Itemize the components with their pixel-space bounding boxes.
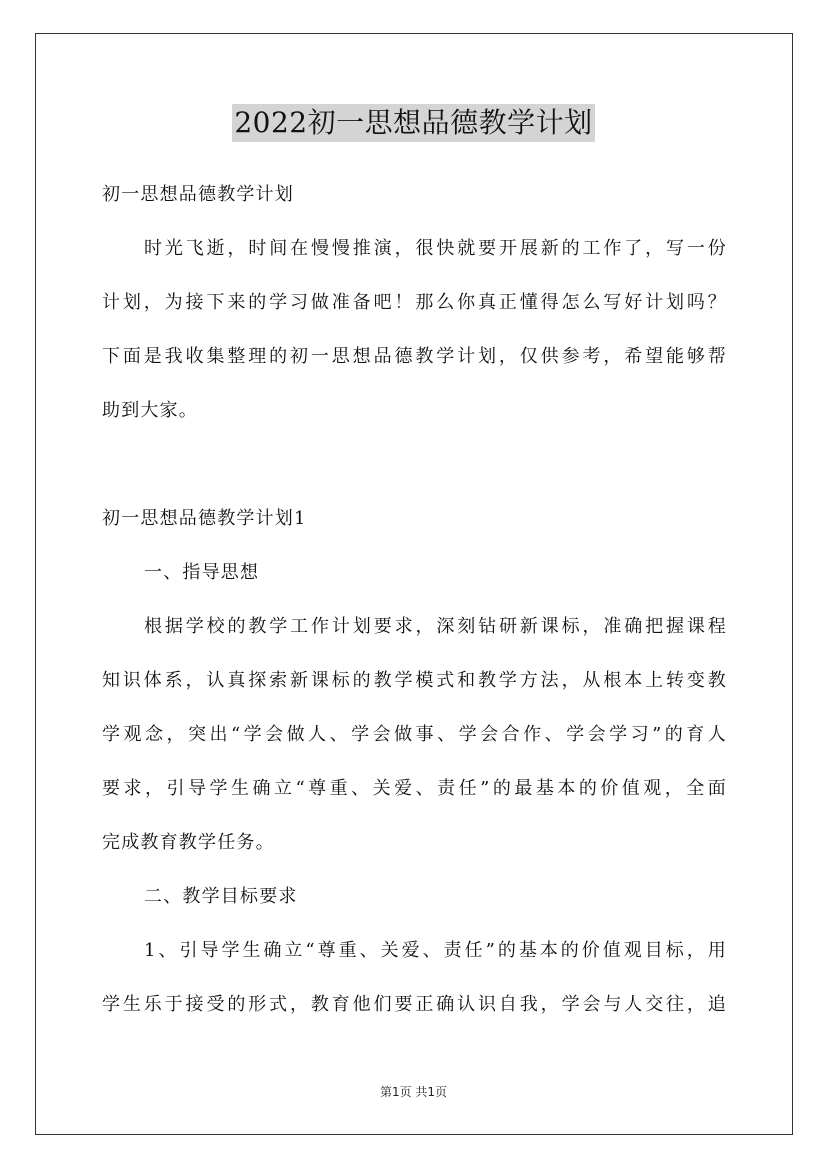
paragraph-line: 学观念，突出“学会做人、学会做事、学会合作、学会学习”的育人	[102, 724, 727, 745]
paragraph-line: 1、引导学生确立“尊重、关爱、责任”的基本的价值观目标，用	[144, 940, 727, 961]
paragraph-line: 助到大家。	[102, 400, 198, 421]
blank-line	[102, 438, 727, 492]
paragraph-line: 计划，为接下来的学习做准备吧！那么你真正懂得怎么写好计划吗？	[102, 292, 727, 313]
subtitle: 初一思想品德教学计划	[102, 184, 294, 205]
paragraph-line: 下面是我收集整理的初一思想品德教学计划，仅供参考，希望能够帮	[102, 346, 727, 367]
paragraph-line: 要求，引导学生确立“尊重、关爱、责任”的最基本的价值观，全面	[102, 778, 727, 799]
sub-heading: 一、指导思想	[144, 562, 260, 583]
paragraph-line: 知识体系，认真探索新课标的教学模式和教学方法，从根本上转变教	[102, 670, 727, 691]
title-container	[0, 104, 827, 142]
page-number: 第1页 共1页	[379, 1085, 448, 1099]
paragraph-line: 完成教育教学任务。	[102, 832, 275, 853]
paragraph-line: 学生乐于接受的形式，教育他们要正确认识自我，学会与人交往，追	[102, 994, 727, 1015]
document-title: 2022初一思想品德教学计划	[232, 104, 594, 142]
document-body	[102, 168, 727, 1032]
paragraph-line: 根据学校的教学工作计划要求，深刻钻研新课标，准确把握课程	[144, 616, 727, 637]
sub-heading: 二、教学目标要求	[144, 886, 298, 907]
paragraph-line: 时光飞逝，时间在慢慢推演，很快就要开展新的工作了，写一份	[144, 238, 727, 259]
section-heading: 初一思想品德教学计划1	[102, 508, 307, 529]
